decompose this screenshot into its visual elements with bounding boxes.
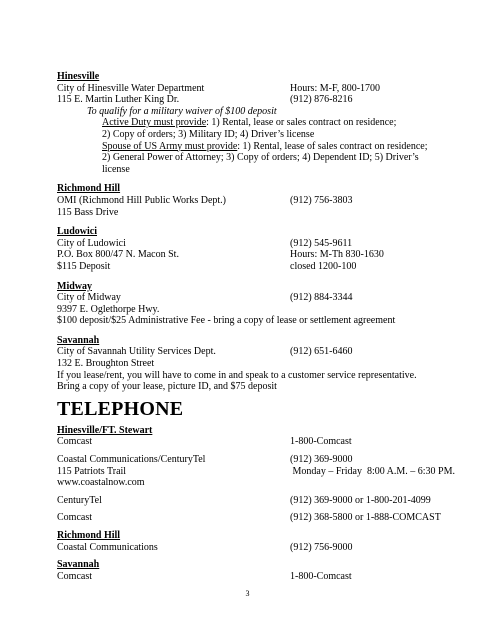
entry-line	[57, 454, 457, 466]
entry-line	[57, 542, 457, 554]
entry-line: 9397 E. Oglethorpe Hwy.	[57, 303, 160, 315]
entry-line	[57, 207, 457, 219]
entry-left: Comcast	[57, 512, 92, 524]
entry-right: (912) 756-3803	[290, 194, 353, 206]
entry-right: (912) 368-5800 or 1-888-COMCAST	[290, 512, 441, 524]
entry-left: Coastal Communications/CenturyTel	[57, 454, 206, 466]
entry-line: 132 E. Broughton Street	[57, 358, 155, 370]
entry-line	[57, 466, 457, 478]
entry-line	[57, 436, 457, 448]
spouse-line	[57, 141, 457, 153]
entry-right: Monday – Friday 8:00 A.M. – 6:30 PM.	[290, 465, 456, 477]
entry-line: www.coastalnow.com	[57, 477, 145, 489]
entry-line	[57, 94, 457, 106]
entry-left: 115 Patriots Trail	[57, 465, 127, 477]
entry-line	[57, 571, 457, 583]
section-hinesville-water	[57, 71, 457, 175]
entry-right: (912) 651-6460	[290, 346, 353, 358]
entry-line: Bring a copy of your lease, picture ID, and $75 deposit	[57, 381, 277, 393]
section-richmond-hill-telephone	[57, 530, 457, 553]
page-number: 3	[245, 589, 250, 598]
entry-left: $115 Deposit	[57, 260, 111, 272]
entry-right: (912) 369-9000 or 1-800-201-4099	[290, 494, 431, 506]
entry-left: Comcast	[57, 570, 92, 582]
entry-line	[57, 292, 457, 304]
entry-left: City of Hinesville Water Department	[57, 82, 205, 94]
section-header: Hinesville	[57, 71, 100, 82]
entry-right: (912) 545-9611	[290, 237, 353, 249]
active-duty-label: Active Duty must provide	[102, 117, 207, 129]
section-richmond-hill-water	[57, 183, 457, 218]
spouse-line: 2) General Power of Attorney; 3) Copy of orders; 4) Dependent ID; 5) Driver’s	[102, 152, 419, 164]
entry-line: $100 deposit/$25 Administrative Fee - bring a copy of lease or settlement agreement	[57, 315, 396, 327]
section-header: Richmond Hill	[57, 530, 121, 541]
section-header: Richmond Hill	[57, 183, 121, 195]
entry-left: CenturyTel	[57, 494, 102, 506]
section-hinesville-telephone	[57, 425, 457, 524]
entry-right: 1-800-Comcast	[290, 436, 352, 448]
section-savannah-water	[57, 335, 457, 393]
section-header: Midway	[57, 280, 92, 292]
section-savannah-telephone	[57, 559, 457, 582]
entry-line	[57, 249, 457, 261]
waiver-title: To qualify for a military waiver of $100 deposit	[87, 105, 277, 117]
entry-left: 115 Bass Drive	[57, 206, 119, 218]
entry-right: (912) 876-8216	[290, 94, 353, 106]
entry-left: City of Ludowici	[57, 237, 126, 249]
entry-right: (912) 756-9000	[290, 541, 353, 553]
entry-line: If you lease/rent, you will have to come in and speak to a customer service representative.	[57, 369, 417, 381]
section-header: Hinesville/FT. Stewart	[57, 424, 153, 436]
entry-right: (912) 884-3344	[290, 292, 353, 304]
entry-line	[57, 83, 457, 95]
entry-left: P.O. Box 800/47 N. Macon St.	[57, 249, 179, 261]
telephone-heading: TELEPHONE	[57, 397, 184, 420]
entry-left: 115 E. Martin Luther King Dr.	[57, 94, 180, 106]
entry-right: closed 1200-100	[290, 260, 357, 272]
section-ludowici-water	[57, 226, 457, 272]
spouse-label: Spouse of US Army must provide	[102, 140, 238, 152]
active-duty-line	[57, 117, 457, 129]
entry-left: OMI (Richmond Hill Public Works Dept.)	[57, 194, 226, 206]
section-header: Savannah	[57, 559, 100, 571]
section-header: Ludowici	[57, 226, 98, 238]
entry-line	[57, 238, 457, 250]
entry-left: Comcast	[57, 436, 92, 448]
entry-right: 1-800-Comcast	[290, 570, 352, 582]
entry-right: Hours: M-F, 800-1700	[290, 82, 381, 94]
entry-line	[57, 195, 457, 207]
document-body	[57, 71, 457, 582]
active-duty-text: : 1) Rental, lease or sales contract on residence;	[206, 117, 397, 129]
entry-left: Coastal Communications	[57, 541, 158, 553]
entry-left: City of Savannah Utility Services Dept.	[57, 346, 216, 358]
spouse-line: license	[102, 163, 130, 175]
active-duty-line: 2) Copy of orders; 3) Military ID; 4) Driver’s license	[102, 128, 315, 140]
entry-right: Hours: M-Th 830-1630	[290, 249, 384, 261]
entry-right: (912) 369-9000	[290, 454, 353, 466]
section-header: Savannah	[57, 334, 100, 346]
entry-line	[57, 512, 457, 524]
entry-line	[57, 495, 457, 507]
entry-left: City of Midway	[57, 292, 121, 304]
section-midway-water	[57, 281, 457, 327]
entry-line	[57, 261, 457, 273]
entry-line	[57, 346, 457, 358]
spouse-text: : 1) Rental, lease of sales contract on residence;	[237, 140, 428, 152]
